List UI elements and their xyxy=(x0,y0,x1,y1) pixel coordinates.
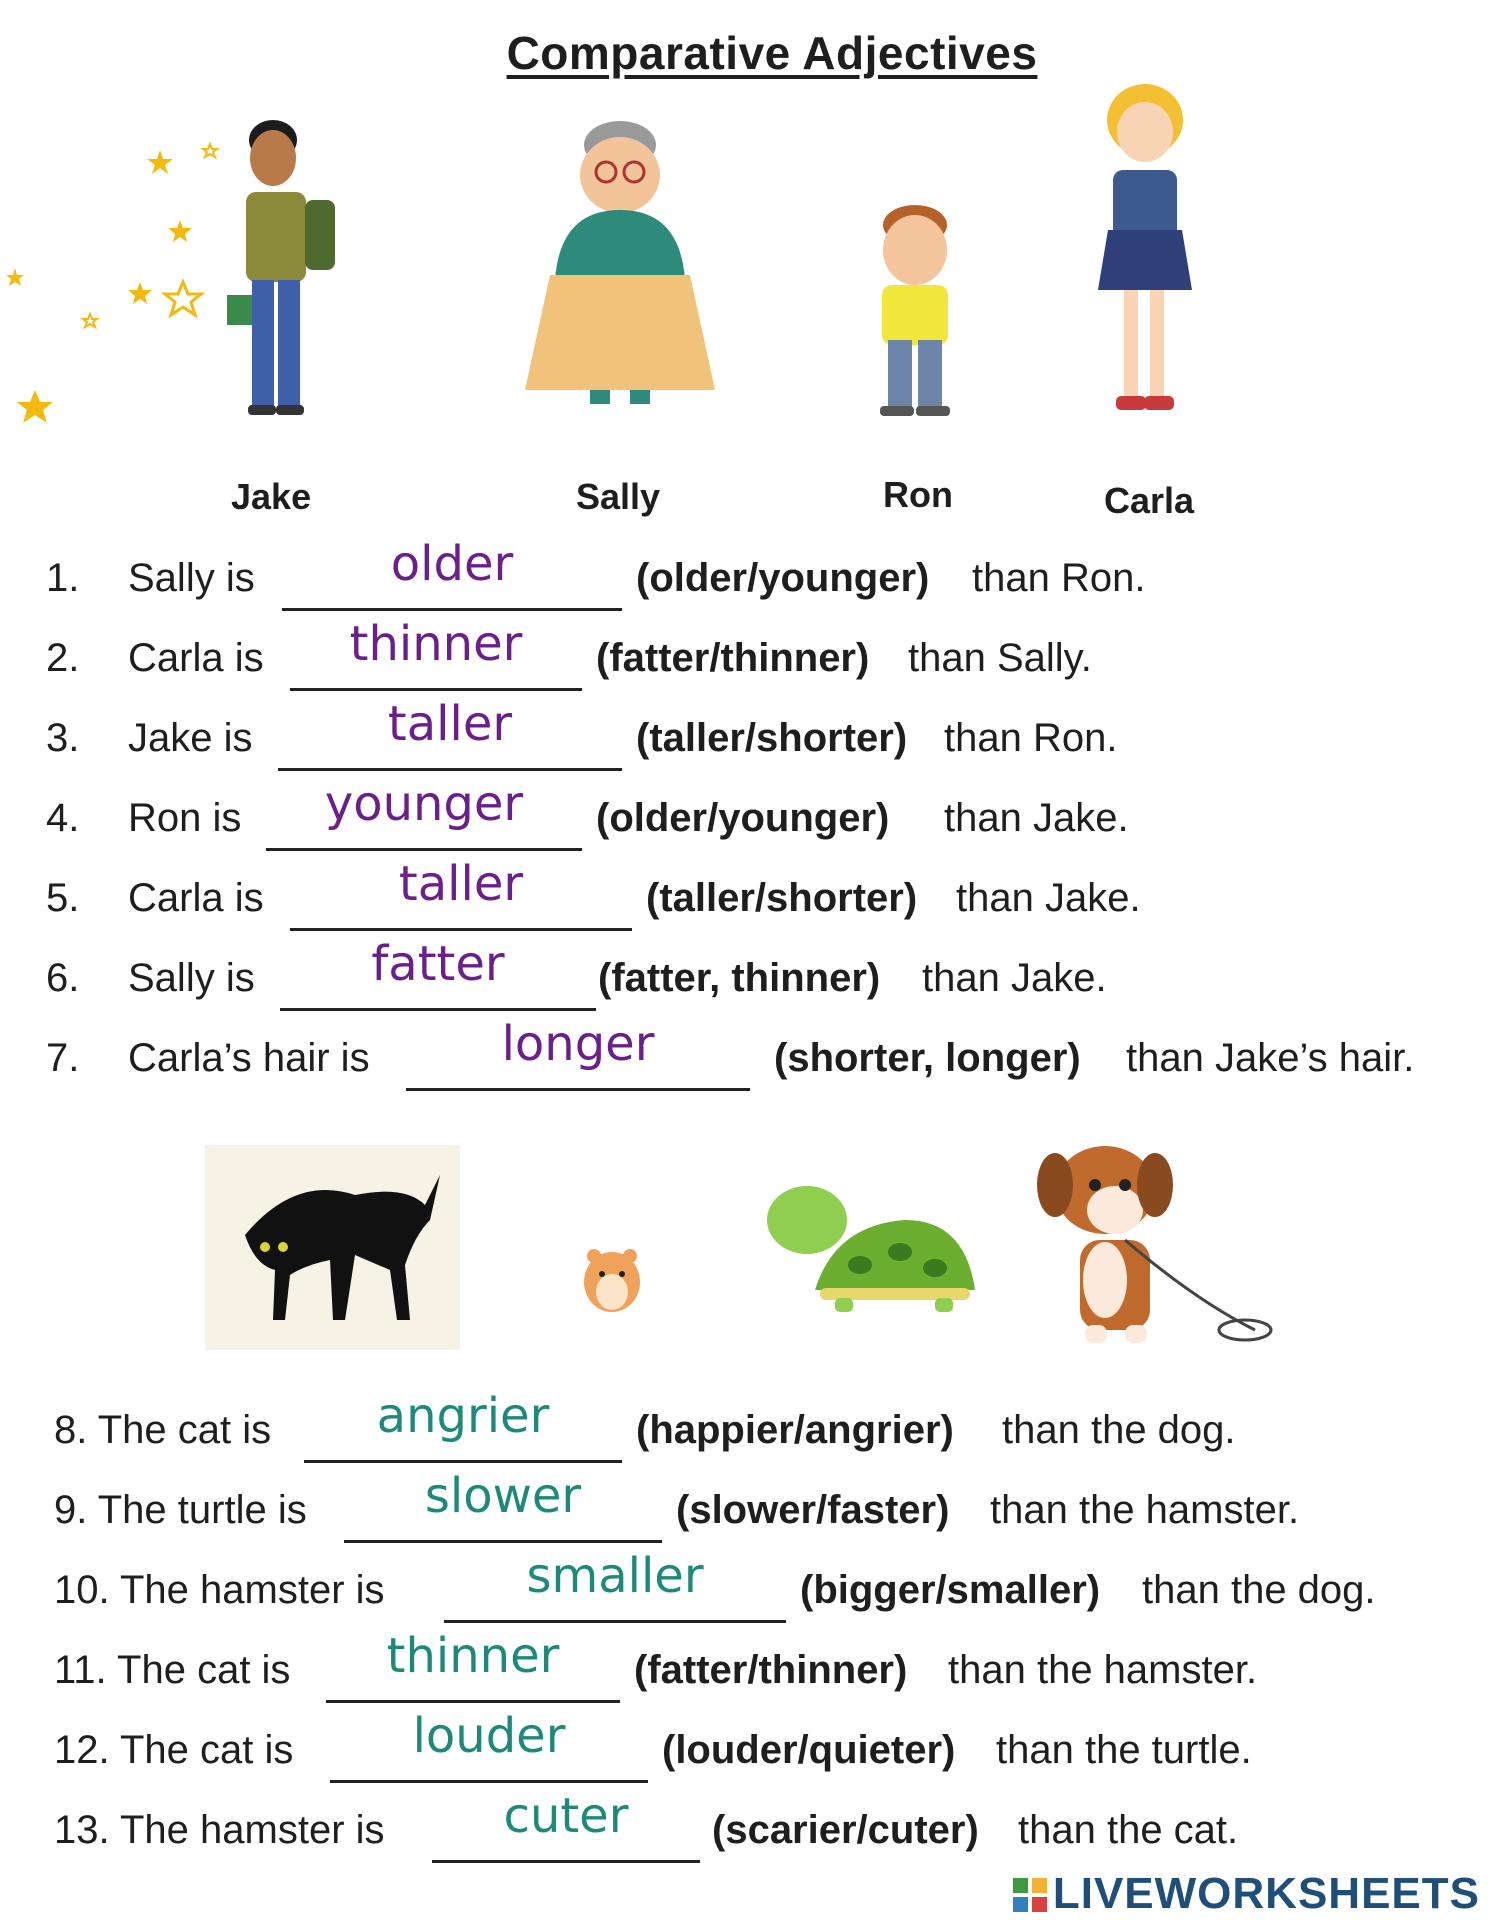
exercise-number: 4. xyxy=(46,796,80,840)
exercise-options: (happier/angrier) xyxy=(636,1408,954,1452)
answer-text: thinner xyxy=(349,616,523,672)
name-jake: Jake xyxy=(231,476,312,517)
answer-blank[interactable] xyxy=(330,1708,648,1783)
exercise-options: (bigger/smaller) xyxy=(800,1568,1101,1612)
exercise-number: 2. xyxy=(46,636,80,680)
answer-text: older xyxy=(390,536,514,592)
exercise-prompt: 12. The cat is xyxy=(54,1728,294,1772)
exercise-options: (older/younger) xyxy=(596,796,890,840)
name-ron: Ron xyxy=(883,474,953,515)
exercise-options: (scarier/cuter) xyxy=(712,1808,979,1852)
answer-text: taller xyxy=(398,856,524,912)
exercise-ending: than Sally. xyxy=(908,636,1092,680)
answer-blank[interactable] xyxy=(344,1468,662,1543)
exercise-options: (slower/faster) xyxy=(676,1488,950,1532)
jake-image xyxy=(0,100,350,430)
answer-blank[interactable] xyxy=(432,1788,700,1863)
answer-blank[interactable] xyxy=(278,696,622,771)
answer-text: angrier xyxy=(376,1388,550,1444)
exercise-options: (older/younger) xyxy=(636,556,930,600)
answer-blank[interactable] xyxy=(406,1016,750,1091)
cat-image xyxy=(205,1145,460,1350)
exercise-number: 6. xyxy=(46,956,80,1000)
answer-text: louder xyxy=(412,1708,566,1764)
exercise-number: 5. xyxy=(46,876,80,920)
answer-text: fatter xyxy=(371,936,505,992)
sally-image xyxy=(470,110,770,420)
answer-blank[interactable] xyxy=(304,1388,622,1463)
exercise-prompt: 9. The turtle is xyxy=(54,1488,307,1532)
exercise-number: 3. xyxy=(46,716,80,760)
exercise-prompt: Sally is xyxy=(128,956,255,1000)
exercise-ending: than the cat. xyxy=(1018,1808,1239,1852)
answer-text: taller xyxy=(387,696,513,752)
worksheet-title: Comparative Adjectives xyxy=(506,27,1038,79)
brand-text: LIVEWORKSHEETS xyxy=(1052,1869,1480,1918)
exercise-number: 1. xyxy=(46,556,80,600)
answer-blank[interactable] xyxy=(290,856,632,931)
exercise-prompt: Sally is xyxy=(128,556,255,600)
answer-text: longer xyxy=(501,1016,655,1072)
exercise-prompt: 8. The cat is xyxy=(54,1408,272,1452)
exercise-prompt: Ron is xyxy=(128,796,242,840)
exercise-ending: than Jake. xyxy=(922,956,1107,1000)
exercise-number: 7. xyxy=(46,1036,80,1080)
exercise-prompt: 13. The hamster is xyxy=(54,1808,385,1852)
exercise-prompt: Carla’s hair is xyxy=(128,1036,370,1080)
exercise-ending: than the dog. xyxy=(1142,1568,1376,1612)
exercise-ending: than Ron. xyxy=(972,556,1146,600)
exercise-ending: than the dog. xyxy=(1002,1408,1236,1452)
answer-blank[interactable] xyxy=(444,1548,786,1623)
exercise-ending: than Jake. xyxy=(956,876,1141,920)
exercise-prompt: Carla is xyxy=(128,636,264,680)
hamster-image xyxy=(580,1240,645,1315)
answer-text: smaller xyxy=(526,1548,704,1604)
ron-image xyxy=(840,200,990,430)
exercise-options: (fatter, thinner) xyxy=(598,956,881,1000)
exercise-ending: than the turtle. xyxy=(996,1728,1252,1772)
exercise-options: (taller/shorter) xyxy=(636,716,908,760)
exercise-options: (fatter/thinner) xyxy=(596,636,870,680)
exercise-options: (shorter, longer) xyxy=(774,1036,1081,1080)
exercise-prompt: 10. The hamster is xyxy=(54,1568,385,1612)
exercise-options: (fatter/thinner) xyxy=(634,1648,908,1692)
exercise-options: (taller/shorter) xyxy=(646,876,918,920)
exercise-ending: than Jake’s hair. xyxy=(1126,1036,1415,1080)
exercise-ending: than Jake. xyxy=(944,796,1129,840)
answer-text: cuter xyxy=(503,1788,629,1844)
answer-blank[interactable] xyxy=(280,936,596,1011)
answer-blank[interactable] xyxy=(266,776,582,851)
exercise-ending: than Ron. xyxy=(944,716,1118,760)
name-sally: Sally xyxy=(576,476,661,517)
exercise-ending: than the hamster. xyxy=(948,1648,1258,1692)
name-carla: Carla xyxy=(1104,480,1195,521)
answer-blank[interactable] xyxy=(326,1628,620,1703)
answer-text: younger xyxy=(324,776,524,832)
dog-image xyxy=(1025,1130,1275,1370)
star-icon xyxy=(6,150,192,423)
exercise-options: (louder/quieter) xyxy=(662,1728,956,1772)
exercise-prompt: Carla is xyxy=(128,876,264,920)
answer-text: slower xyxy=(424,1468,582,1524)
liveworksheets-logo[interactable] xyxy=(1013,1868,1480,1920)
answer-blank[interactable] xyxy=(290,616,582,691)
exercise-prompt: Jake is xyxy=(128,716,253,760)
carla-image xyxy=(1080,80,1210,440)
answer-blank[interactable] xyxy=(282,536,622,611)
exercise-ending: than the hamster. xyxy=(990,1488,1300,1532)
turtle-image xyxy=(765,1180,980,1315)
answer-text: thinner xyxy=(386,1628,560,1684)
exercise-prompt: 11. The cat is xyxy=(54,1648,291,1692)
liveworksheets-icon xyxy=(1013,1878,1047,1912)
